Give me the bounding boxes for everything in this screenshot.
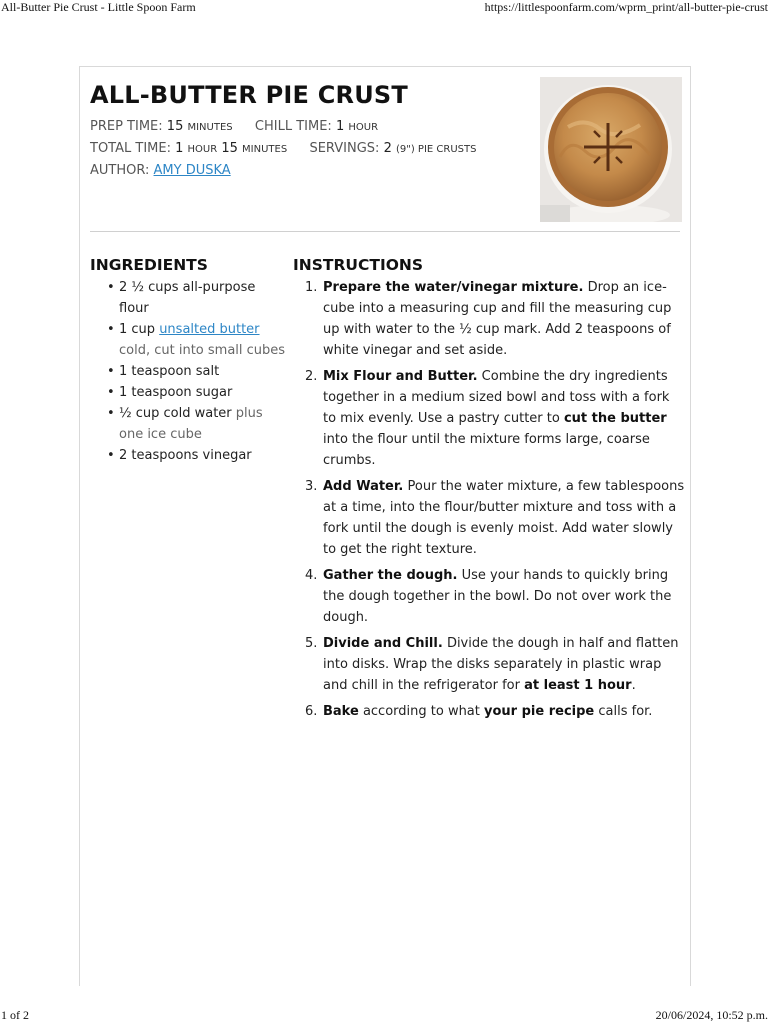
chill-time-value: 1: [335, 119, 345, 134]
servings-value: 2: [383, 141, 392, 156]
ingredient-item: • 1 cup unsalted butter cold, cut into small cubes: [107, 319, 287, 361]
ingredients-list: [107, 277, 287, 466]
recipe-total-row: [90, 141, 476, 156]
ingredient-item: • 2 ½ cups all-purpose flour: [107, 277, 287, 319]
total-time-hours: 1: [175, 141, 184, 156]
total-time-minutes-unit: MINUTES: [242, 144, 288, 155]
ingredient-item: • 1 teaspoon sugar: [107, 382, 287, 403]
recipe-title: ALL-BUTTER PIE CRUST: [90, 81, 408, 109]
recipe-times-row: [90, 119, 378, 134]
prep-time-value: 15: [166, 119, 184, 134]
ingredients-heading: INGREDIENTS: [90, 256, 208, 274]
header-divider: [90, 231, 680, 232]
print-page-url: https://littlespoonfarm.com/wprm_print/all-butter-pie-crust: [484, 0, 768, 14]
instructions-heading: INSTRUCTIONS: [293, 256, 424, 274]
instruction-step: 5. Divide and Chill. Divide the dough in half and flatten into disks. Wrap the disks separately in plastic wrap and chill in the refrigerator for at least 1 hour.: [305, 636, 679, 693]
pie-photo: [540, 77, 682, 222]
prep-time-label: PREP TIME:: [90, 119, 163, 134]
ingredient-item: • 2 teaspoons vinegar: [107, 445, 287, 466]
author-link[interactable]: AMY DUSKA: [153, 163, 231, 178]
instruction-step: 6. Bake according to what your pie recipe calls for.: [305, 704, 653, 719]
servings-unit: (9") PIE CRUSTS: [395, 144, 477, 155]
instruction-step: 1. Prepare the water/vinegar mixture. Drop an ice-cube into a measuring cup and fill the measuring cup up with water to the ½ cup mark. Add 2 teaspoons of white vinegar and set aside.: [305, 280, 672, 358]
author-label: AUTHOR:: [90, 163, 150, 178]
page-number: 1 of 2: [1, 1008, 29, 1022]
recipe-card: [79, 66, 691, 986]
servings-label: SERVINGS:: [309, 141, 380, 156]
total-time-label: TOTAL TIME:: [90, 141, 171, 156]
print-page-title: All-Butter Pie Crust - Little Spoon Farm: [1, 0, 196, 14]
total-time-hours-unit: HOUR: [187, 144, 218, 155]
total-time-minutes: 15: [221, 141, 238, 156]
instruction-step: 3. Add Water. Pour the water mixture, a few tablespoons at a time, into the flour/butter mixture and toss with a fork until the dough is evenly moist. Add water slowly to get the right texture.: [305, 479, 685, 557]
recipe-author-row: [90, 163, 231, 178]
ingredient-item: • 1 teaspoon salt: [107, 361, 287, 382]
chill-time-label: CHILL TIME:: [254, 119, 332, 134]
chill-time-unit: HOUR: [348, 122, 379, 133]
print-header: [0, 0, 768, 16]
prep-time-unit: MINUTES: [187, 122, 233, 133]
pie-image: [540, 77, 682, 222]
instruction-step: 2. Mix Flour and Butter. Combine the dry ingredients together in a medium sized bowl and toss with a fork to mix evenly. Use a pastry cutter to cut the butter into the flour until the mixture forms large, coarse crumbs.: [305, 369, 670, 468]
instruction-step: 4. Gather the dough. Use your hands to quickly bring the dough together in the bowl. Do not over work the dough.: [305, 568, 672, 625]
print-footer: [0, 1008, 768, 1024]
unsalted-butter-link[interactable]: unsalted butter: [159, 322, 260, 337]
instructions-list: [305, 277, 685, 727]
print-datetime: 20/06/2024, 10:52 p.m.: [655, 1008, 768, 1022]
ingredient-item: • ½ cup cold water plus one ice cube: [107, 403, 287, 445]
